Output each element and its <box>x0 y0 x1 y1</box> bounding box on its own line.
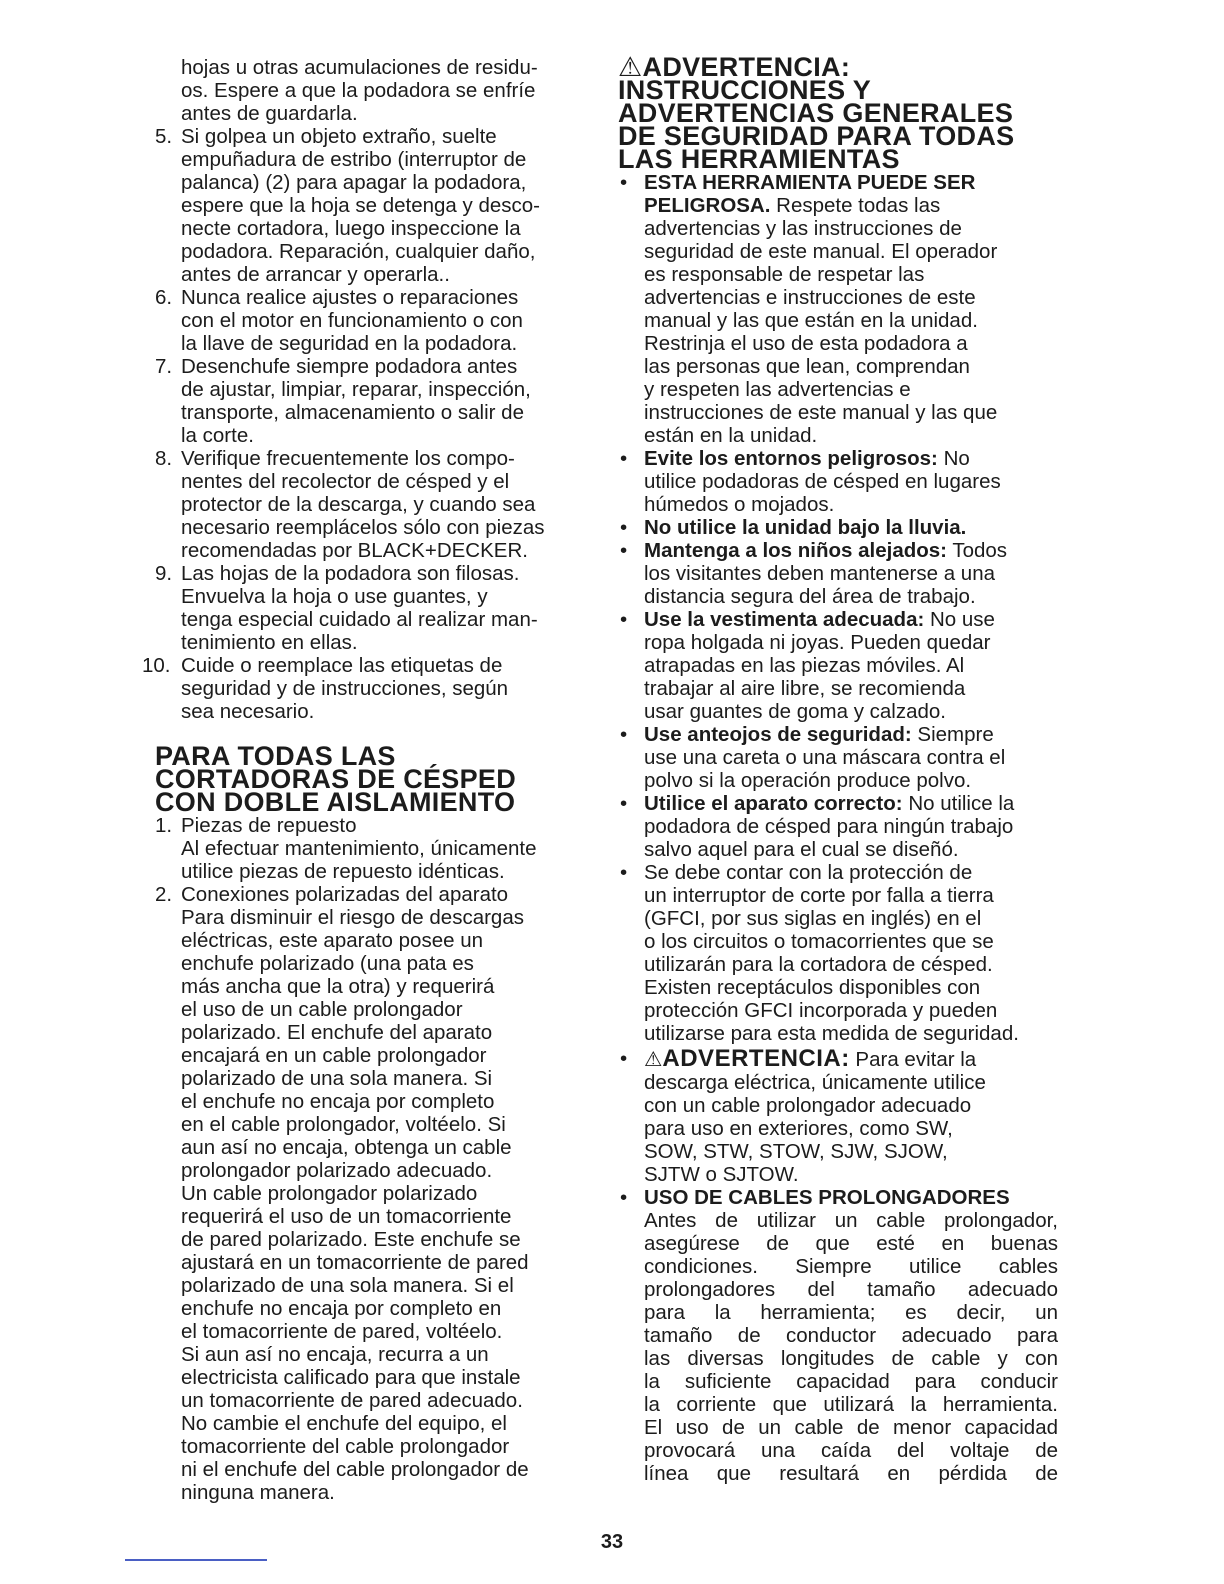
bullet-icon: • <box>620 1186 628 1209</box>
bullet-icon: • <box>620 792 628 815</box>
bullet-item-warning-shock: • ⚠ADVERTENCIA: Para evitar la descarga eléctrica, únicamente utilice con un cable prolongador adecuado para uso en exteriores, como SW, SOW, STW, STOW, SJW, SJOW, SJTW o SJTOW. <box>620 1045 986 1186</box>
bullet-icon: • <box>620 861 628 884</box>
sub-item-title: Conexiones polarizadas del aparato <box>181 883 509 906</box>
sub-item-1: 1. Piezas de repuesto Al efectuar mantenimiento, únicamente utilice piezas de repuesto idénticas. <box>155 814 595 883</box>
warning-triangle-icon: ⚠ <box>618 52 643 82</box>
bullet-item-clothing: • Use la vestimenta adecuada: No use ropa holgada ni joyas. Pueden quedar atrapadas en las piezas móviles. Al trabajar al aire libre, se recomienda usar guantes de goma y calzado. <box>620 608 995 723</box>
bullet-item-dangerous-environments: • Evite los entornos peligrosos: No utilice podadoras de césped en lugares húmedos o mojados. <box>620 447 1001 516</box>
section-heading-double-insulation: PARA TODAS LAS CORTADORAS DE CÉSPED CON DOBLE AISLAMIENTO <box>155 741 517 817</box>
bullet-item-correct-appliance: • Utilice el aparato correcto: No utilice la podadora de césped para ningún trabajo salvo aquel para el cual se diseñó. <box>620 792 1015 861</box>
bullet-icon: • <box>620 1047 628 1070</box>
list-item-6: 6. Nunca realice ajustes o reparaciones con el motor en funcionamiento o con la llave de seguridad en la podadora. <box>155 286 523 355</box>
list-item-7: 7. Desenchufe siempre podadora antes de ajustar, limpiar, reparar, inspección, transporte, almacenamiento o salir de la corte. <box>155 355 531 447</box>
bullet-icon: • <box>620 539 628 562</box>
bullet-icon: • <box>620 171 628 194</box>
bullet-icon: • <box>620 608 628 631</box>
bullet-item-children: • Mantenga a los niños alejados: Todos los visitantes deben mantenerse a una distancia segura del área de trabajo. <box>620 539 1008 608</box>
section-heading-general-safety: ⚠ADVERTENCIA: INSTRUCCIONES Y ADVERTENCIAS GENERALES DE SEGURIDAD PARA TODAS LAS HERRAMIENTAS <box>618 52 1015 174</box>
warning-triangle-icon: ⚠ <box>644 1048 663 1071</box>
bullet-icon: • <box>620 516 628 539</box>
bullet-item-gfci: • Se debe contar con la protección de un interruptor de corte por falla a tierra (GFCI, por sus siglas en inglés) en el o los circuitos o tomacorrientes que se utilizarán para la cortadora de césped. Existen receptáculos disponibles con protección GFCI incorporada y pueden utilizarse para esta medida de seguridad. <box>620 861 1019 1045</box>
bullet-icon: • <box>620 447 628 470</box>
bullet-item-rain: • No utilice la unidad bajo la lluvia. <box>620 516 967 539</box>
continued-paragraph: hojas u otras acumulaciones de residu- os. Espere a que la podadora se enfríe antes de guardarla. <box>181 56 538 125</box>
list-item-10: 10. Cuide o reemplace las etiquetas de seguridad y de instrucciones, según sea necesario. <box>142 654 509 723</box>
sub-item-title: Piezas de repuesto <box>181 814 357 837</box>
right-column <box>618 52 1058 1485</box>
bullet-item-dangerous-tool: • ESTA HERRAMIENTA PUEDE SER PELIGROSA. Respete todas las advertencias y las instrucciones de seguridad de este manual. El operador es responsable de respetar las advertencias e instrucciones de este manual y las que están en la unidad. Restrinja el uso de esta podadora a las personas que lean, comprendan y respeten las advertencias e instrucciones de este manual y las que están en la unidad. <box>620 171 998 447</box>
list-item-9: 9. Las hojas de la podadora son filosas. Envuelva la hoja o use guantes, y tenga especial cuidado al realizar man- tenimiento en ellas. <box>155 562 538 654</box>
page-number: 33 <box>600 1531 624 1553</box>
bullet-item-safety-glasses: • Use anteojos de seguridad: Siempre use una careta o una máscara contra el polvo si la operación produce polvo. <box>620 723 1006 792</box>
sub-item-2: 2. Conexiones polarizadas del aparato Para disminuir el riesgo de descargas eléctricas, este aparato posee un enchufe polarizado (una pata es más ancha que la otra) y requerirá el uso de un cable prolongador polarizado. El enchufe del aparato encajará en un cable prolongador polarizado de una sola manera. Si el enchufe no encaja por completo en el cable prolongador, voltéelo. Si aun así no encaja, obtenga un cable prolongador polarizado adecuado. Un cable prolongador polarizado requerirá el uso de un tomacorriente de pared polarizado. Este enchufe se ajustará en un tomacorriente de pared polarizado de una sola manera. Si el enchufe no encaja por completo en el tomacorriente de pared, voltéelo. Si aun así no encaja, recurra a un electricista calificado para que instale un tomacorriente de pared adecuado. No cambie el enchufe del equipo, el tomacorriente del cable prolongador ni el enchufe del cable prolongador de ninguna manera. <box>155 883 595 1504</box>
bullet-item-extension-cords: • USO DE CABLES PROLONGADORES Antes de utilizar un cable prolongador, asegúrese de que esté en buenas condiciones. Siempre utilice cables prolongadores del tamaño adecuado para la herramienta; es decir, un tamaño de conductor adecuado para las diversas longitudes de cable y con la suficiente capacidad para conducir la corriente que utilizará la herramienta. El uso de un cable de menor capacidad provocará una caída del voltaje de línea que resultará en pérdida de <box>620 1186 1058 1485</box>
list-item-5: 5. Si golpea un objeto extraño, suelte empuñadura de estribo (interruptor de palanca) (2) para apagar la podadora, espere que la hoja se detenga y desco- necte cortadora, luego inspeccione la podadora. Reparación, cualquier daño, antes de arrancar y operarla.. <box>155 125 541 286</box>
list-item-8: 8. Verifique frecuentemente los compo- nentes del recolector de césped y el protector de la descarga, y cuando sea necesario reemplácelos sólo con piezas recomendadas por BLACK+DECKER. <box>155 447 545 562</box>
bullet-icon: • <box>620 723 628 746</box>
left-column <box>142 56 595 1504</box>
footer-rule <box>125 1559 267 1561</box>
